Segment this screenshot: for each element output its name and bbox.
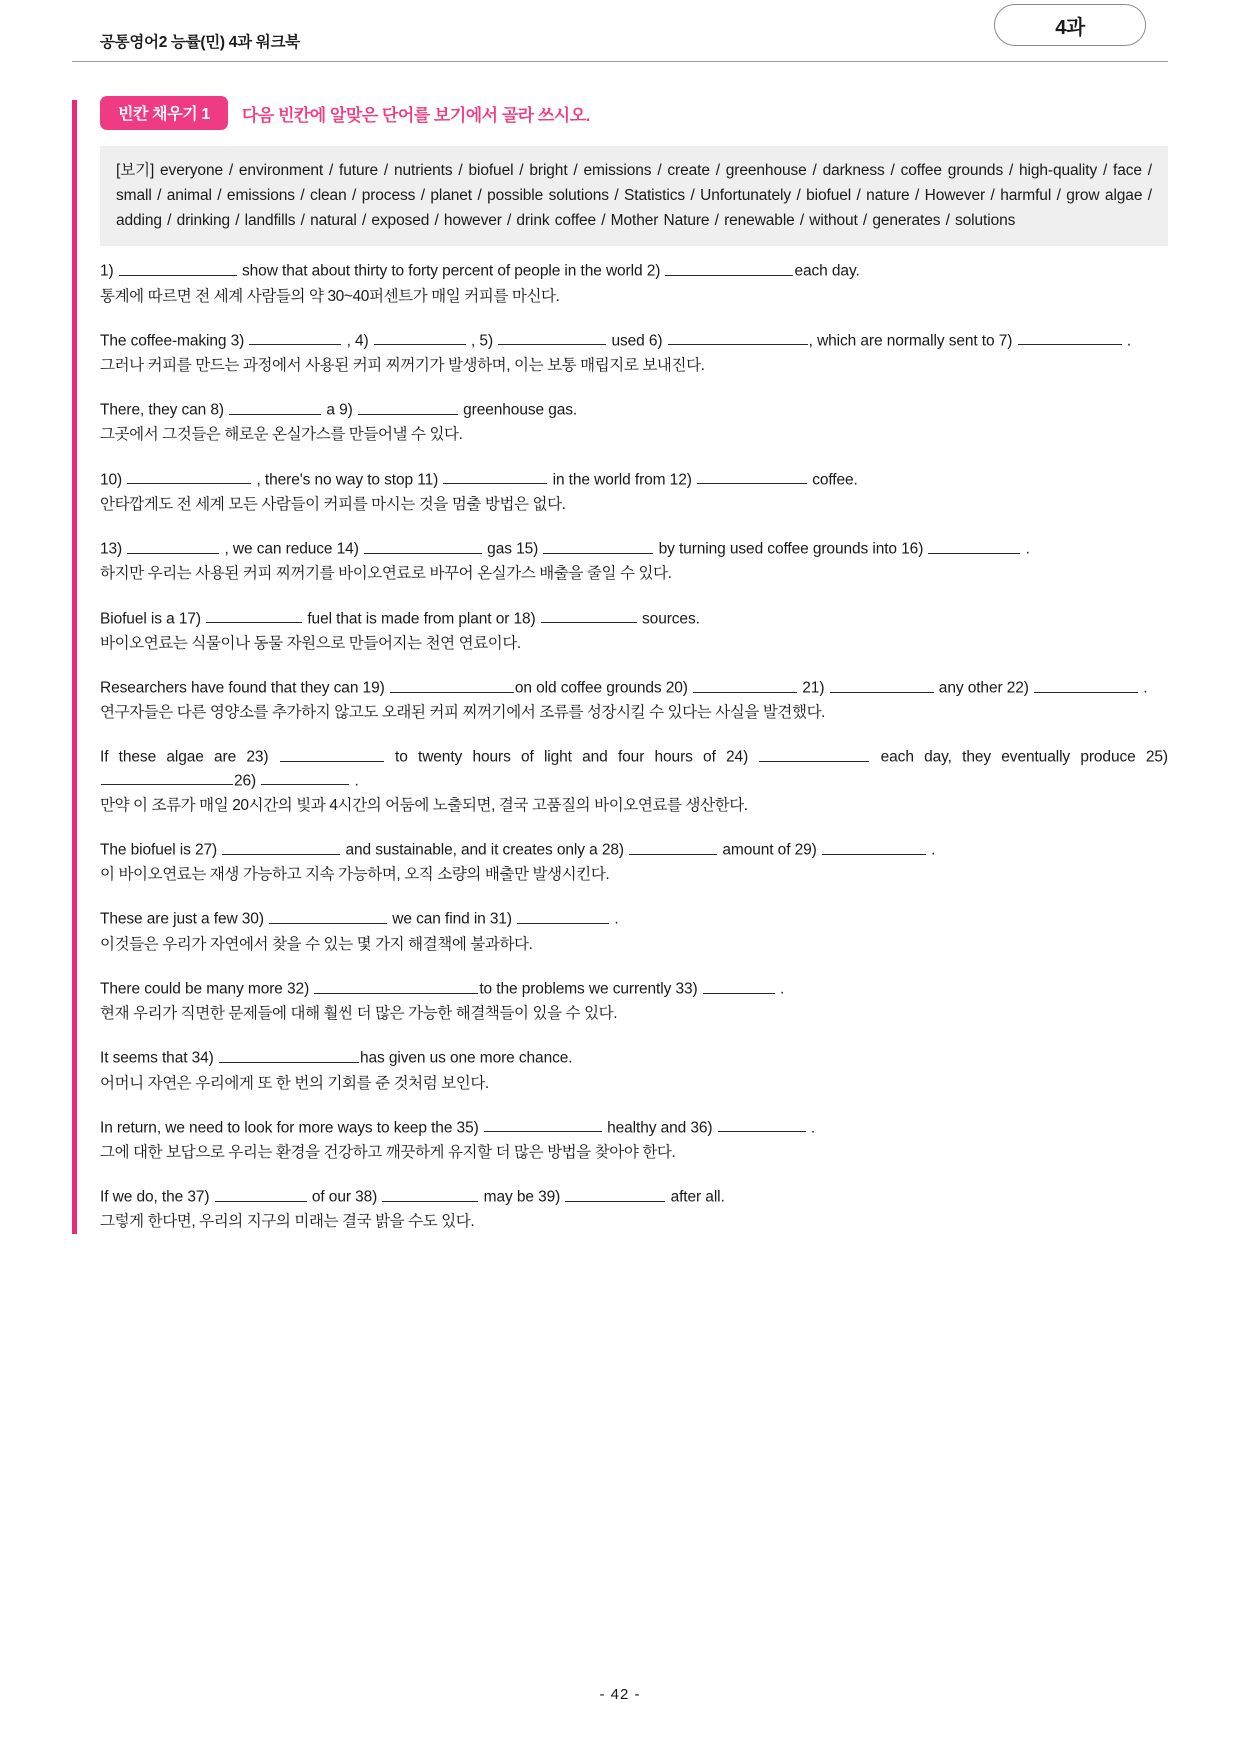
answer-blank[interactable] xyxy=(693,677,797,693)
question-item xyxy=(100,1186,1168,1233)
answer-blank[interactable] xyxy=(498,330,606,346)
question-item xyxy=(100,1047,1168,1094)
question-english-line xyxy=(100,1117,1168,1140)
question-korean-line: 하지만 우리는 사용된 커피 찌꺼기를 바이오연료로 바꾸어 온실가스 배출을 줄일 수 있다. xyxy=(100,565,672,583)
question-text-fragment: . xyxy=(926,841,936,859)
answer-blank[interactable] xyxy=(219,1047,359,1063)
question-text-fragment: It seems that 34) xyxy=(100,1050,218,1068)
question-text-fragment: The coffee-making 3) xyxy=(100,332,249,350)
answer-blank[interactable] xyxy=(830,677,934,693)
question-text-fragment: in the world from 12) xyxy=(548,471,696,489)
section-header xyxy=(100,98,1168,128)
question-item xyxy=(100,330,1168,377)
question-text-fragment: to the problems we currently 33) xyxy=(479,980,702,998)
answer-blank[interactable] xyxy=(543,538,653,554)
answer-blank[interactable] xyxy=(390,677,514,693)
answer-blank[interactable] xyxy=(249,330,341,346)
question-english-line xyxy=(100,677,1168,700)
question-item xyxy=(100,746,1168,817)
question-english-line xyxy=(100,839,1168,862)
question-text-fragment: . xyxy=(610,911,619,929)
exercise-type-badge: 빈칸 채우기 1 xyxy=(100,96,228,130)
unit-badge: 4과 xyxy=(994,4,1146,46)
question-text-fragment: 26) xyxy=(234,772,261,790)
question-item xyxy=(100,908,1168,955)
question-text-fragment: Researchers have found that they can 19) xyxy=(100,679,389,697)
question-text-fragment: , there's no way to stop 11) xyxy=(252,471,443,489)
answer-blank[interactable] xyxy=(517,908,609,924)
question-text-fragment: . xyxy=(1139,679,1148,697)
question-text-fragment: , which are normally sent to 7) xyxy=(808,332,1017,350)
question-korean-line: 이것들은 우리가 자연에서 찾을 수 있는 몇 가지 해결책에 불과하다. xyxy=(100,935,533,953)
question-text-fragment: Biofuel is a 17) xyxy=(100,610,206,628)
question-text-fragment: There could be many more 32) xyxy=(100,980,314,998)
question-text-fragment: each day, they eventually produce 25) xyxy=(870,749,1168,767)
question-text-fragment: 21) xyxy=(798,679,829,697)
exercise-instruction: 다음 빈칸에 알맞은 단어를 보기에서 골라 쓰시오. xyxy=(241,105,590,125)
question-korean-line: 만약 이 조류가 매일 20시간의 빛과 4시간의 어둠에 노출되면, 결국 고품질의 바이오연료를 생산한다. xyxy=(100,796,748,814)
question-text-fragment: . xyxy=(1122,332,1131,350)
answer-blank[interactable] xyxy=(1034,677,1138,693)
question-korean-line: 그렇게 한다면, 우리의 지구의 미래는 결국 밝을 수도 있다. xyxy=(100,1213,475,1231)
question-text-fragment: gas 15) xyxy=(482,540,543,558)
answer-blank[interactable] xyxy=(280,746,384,762)
answer-blank[interactable] xyxy=(222,839,340,855)
question-text-fragment: by turning used coffee grounds into 16) xyxy=(654,540,928,558)
answer-blank[interactable] xyxy=(718,1117,806,1133)
question-text-fragment: show that about thirty to forty percent of people in the world 2) xyxy=(237,263,665,281)
question-item xyxy=(100,260,1168,307)
answer-blank[interactable] xyxy=(261,770,349,786)
question-text-fragment: healthy and 36) xyxy=(602,1119,717,1137)
question-text-fragment: . xyxy=(1021,540,1030,558)
question-english-line xyxy=(100,978,1168,1001)
question-text-fragment: , 5) xyxy=(466,332,498,350)
question-text-fragment: . xyxy=(350,772,359,790)
question-english-line xyxy=(100,469,1168,492)
question-english-line xyxy=(100,538,1168,561)
question-korean-line: 그곳에서 그것들은 해로운 온실가스를 만들어낼 수 있다. xyxy=(100,426,463,444)
question-korean-line: 연구자들은 다른 영양소를 추가하지 않고도 오래된 커피 찌꺼기에서 조류를 성장시킬 수 있다는 사실을 발견했다. xyxy=(100,704,826,722)
question-text-fragment: sources. xyxy=(637,610,700,628)
answer-blank[interactable] xyxy=(229,399,321,415)
question-text-fragment: a 9) xyxy=(322,401,357,419)
question-text-fragment: and sustainable, and it creates only a 28) xyxy=(341,841,629,859)
question-text-fragment: after all. xyxy=(666,1188,725,1206)
question-text-fragment: fuel that is made from plant or 18) xyxy=(303,610,540,628)
question-text-fragment: on old coffee grounds 20) xyxy=(514,679,693,697)
question-english-line xyxy=(100,608,1168,631)
answer-blank[interactable] xyxy=(119,260,237,276)
answer-blank[interactable] xyxy=(358,399,458,415)
question-text-fragment: The biofuel is 27) xyxy=(100,841,222,859)
section-accent-bar xyxy=(72,100,77,1234)
question-text-fragment: each day. xyxy=(794,263,860,281)
question-korean-line: 이 바이오연료는 재생 가능하고 지속 가능하며, 오직 소량의 배출만 발생시킨다. xyxy=(100,866,610,884)
answer-blank[interactable] xyxy=(822,839,926,855)
question-korean-line: 현재 우리가 직면한 문제들에 대해 훨씬 더 많은 가능한 해결책들이 있을 수 있다. xyxy=(100,1005,618,1023)
question-english-line xyxy=(100,908,1168,931)
question-item xyxy=(100,538,1168,585)
question-list xyxy=(100,246,1168,1233)
answer-blank[interactable] xyxy=(269,908,387,924)
question-text-fragment: . xyxy=(775,980,785,998)
question-korean-line: 그에 대한 보답으로 우리는 환경을 건강하고 깨끗하게 유지할 더 많은 방법을 찾아야 한다. xyxy=(100,1143,676,1161)
word-bank-words: everyone / environment / future / nutrients / biofuel / bright / emissions / create / greenhouse / darkness / coffee grounds / high-quality / face / small / animal / emissions / clean / process / planet / possible solutions / Statistics / Unfortunately / biofuel / nature / However / harmful / grow algae / adding / drinking / landfills / natural / exposed / however / drink coffee / Mother Nature / renewable / without / generates / solutions xyxy=(116,162,1152,230)
answer-blank[interactable] xyxy=(565,1186,665,1202)
answer-blank[interactable] xyxy=(759,746,869,762)
question-item xyxy=(100,677,1168,724)
question-text-fragment: If we do, the 37) xyxy=(100,1188,214,1206)
question-korean-line: 안타깝게도 전 세계 모든 사람들이 커피를 마시는 것을 멈출 방법은 없다. xyxy=(100,495,566,513)
question-korean-line: 바이오연료는 식물이나 동물 자원으로 만들어지는 천연 연료이다. xyxy=(100,634,521,652)
answer-blank[interactable] xyxy=(314,978,478,994)
word-bank xyxy=(100,146,1168,246)
question-text-fragment: amount of 29) xyxy=(718,841,821,859)
page-footer: - 42 - xyxy=(599,1686,641,1703)
question-text-fragment: In return, we need to look for more ways to keep the 35) xyxy=(100,1119,483,1137)
question-text-fragment: 10) xyxy=(100,471,127,489)
question-korean-line: 통계에 따르면 전 세계 사람들의 약 30~40퍼센트가 매일 커피를 마신다. xyxy=(100,287,560,305)
answer-blank[interactable] xyxy=(101,770,233,786)
question-text-fragment: There, they can 8) xyxy=(100,401,229,419)
question-korean-line: 어머니 자연은 우리에게 또 한 번의 기회를 준 것처럼 보인다. xyxy=(100,1074,489,1092)
answer-blank[interactable] xyxy=(703,978,775,994)
question-text-fragment: to twenty hours of light and four hours of 24) xyxy=(384,749,759,767)
answer-blank[interactable] xyxy=(541,608,637,624)
answer-blank[interactable] xyxy=(697,469,807,485)
answer-blank[interactable] xyxy=(364,538,482,554)
question-text-fragment: These are just a few 30) xyxy=(100,911,269,929)
answer-blank[interactable] xyxy=(206,608,302,624)
question-text-fragment: , we can reduce 14) xyxy=(220,540,363,558)
question-text-fragment: . xyxy=(806,1119,816,1137)
question-english-line xyxy=(100,330,1168,353)
answer-blank[interactable] xyxy=(1018,330,1122,346)
answer-blank[interactable] xyxy=(127,538,219,554)
question-item xyxy=(100,608,1168,655)
question-text-fragment: 1) xyxy=(100,263,118,281)
answer-blank[interactable] xyxy=(668,330,808,346)
answer-blank[interactable] xyxy=(928,538,1020,554)
question-text-fragment: greenhouse gas. xyxy=(458,401,578,419)
question-korean-line: 그러나 커피를 만드는 과정에서 사용된 커피 찌꺼기가 발생하며, 이는 보통 매립지로 보내진다. xyxy=(100,356,705,374)
answer-blank[interactable] xyxy=(382,1186,478,1202)
question-english-line xyxy=(100,1186,1168,1209)
question-english-line xyxy=(100,1047,1168,1070)
question-item xyxy=(100,839,1168,886)
question-english-line xyxy=(100,399,1168,422)
page-header xyxy=(72,0,1168,62)
answer-blank[interactable] xyxy=(665,260,793,276)
question-text-fragment: may be 39) xyxy=(479,1188,565,1206)
question-item xyxy=(100,469,1168,516)
question-text-fragment: we can find in 31) xyxy=(388,911,517,929)
question-text-fragment: any other 22) xyxy=(934,679,1034,697)
page-title: 공통영어2 능률(민) 4과 워크북 xyxy=(100,34,300,51)
question-text-fragment: If these algae are 23) xyxy=(100,749,279,767)
word-bank-label: [보기] xyxy=(116,162,155,179)
question-english-line xyxy=(100,746,1168,792)
answer-blank[interactable] xyxy=(484,1117,602,1133)
question-english-line xyxy=(100,260,1168,283)
answer-blank[interactable] xyxy=(127,469,251,485)
question-item xyxy=(100,399,1168,446)
answer-blank[interactable] xyxy=(215,1186,307,1202)
question-text-fragment: of our 38) xyxy=(307,1188,382,1206)
exercise-section xyxy=(72,98,1168,1234)
question-text-fragment: coffee. xyxy=(807,471,858,489)
question-text-fragment: used 6) xyxy=(607,332,667,350)
answer-blank[interactable] xyxy=(443,469,547,485)
question-text-fragment: , 4) xyxy=(342,332,373,350)
question-text-fragment: 13) xyxy=(100,540,127,558)
question-item xyxy=(100,978,1168,1025)
question-text-fragment: has given us one more chance. xyxy=(359,1050,573,1068)
question-item xyxy=(100,1117,1168,1164)
answer-blank[interactable] xyxy=(629,839,717,855)
answer-blank[interactable] xyxy=(374,330,466,346)
